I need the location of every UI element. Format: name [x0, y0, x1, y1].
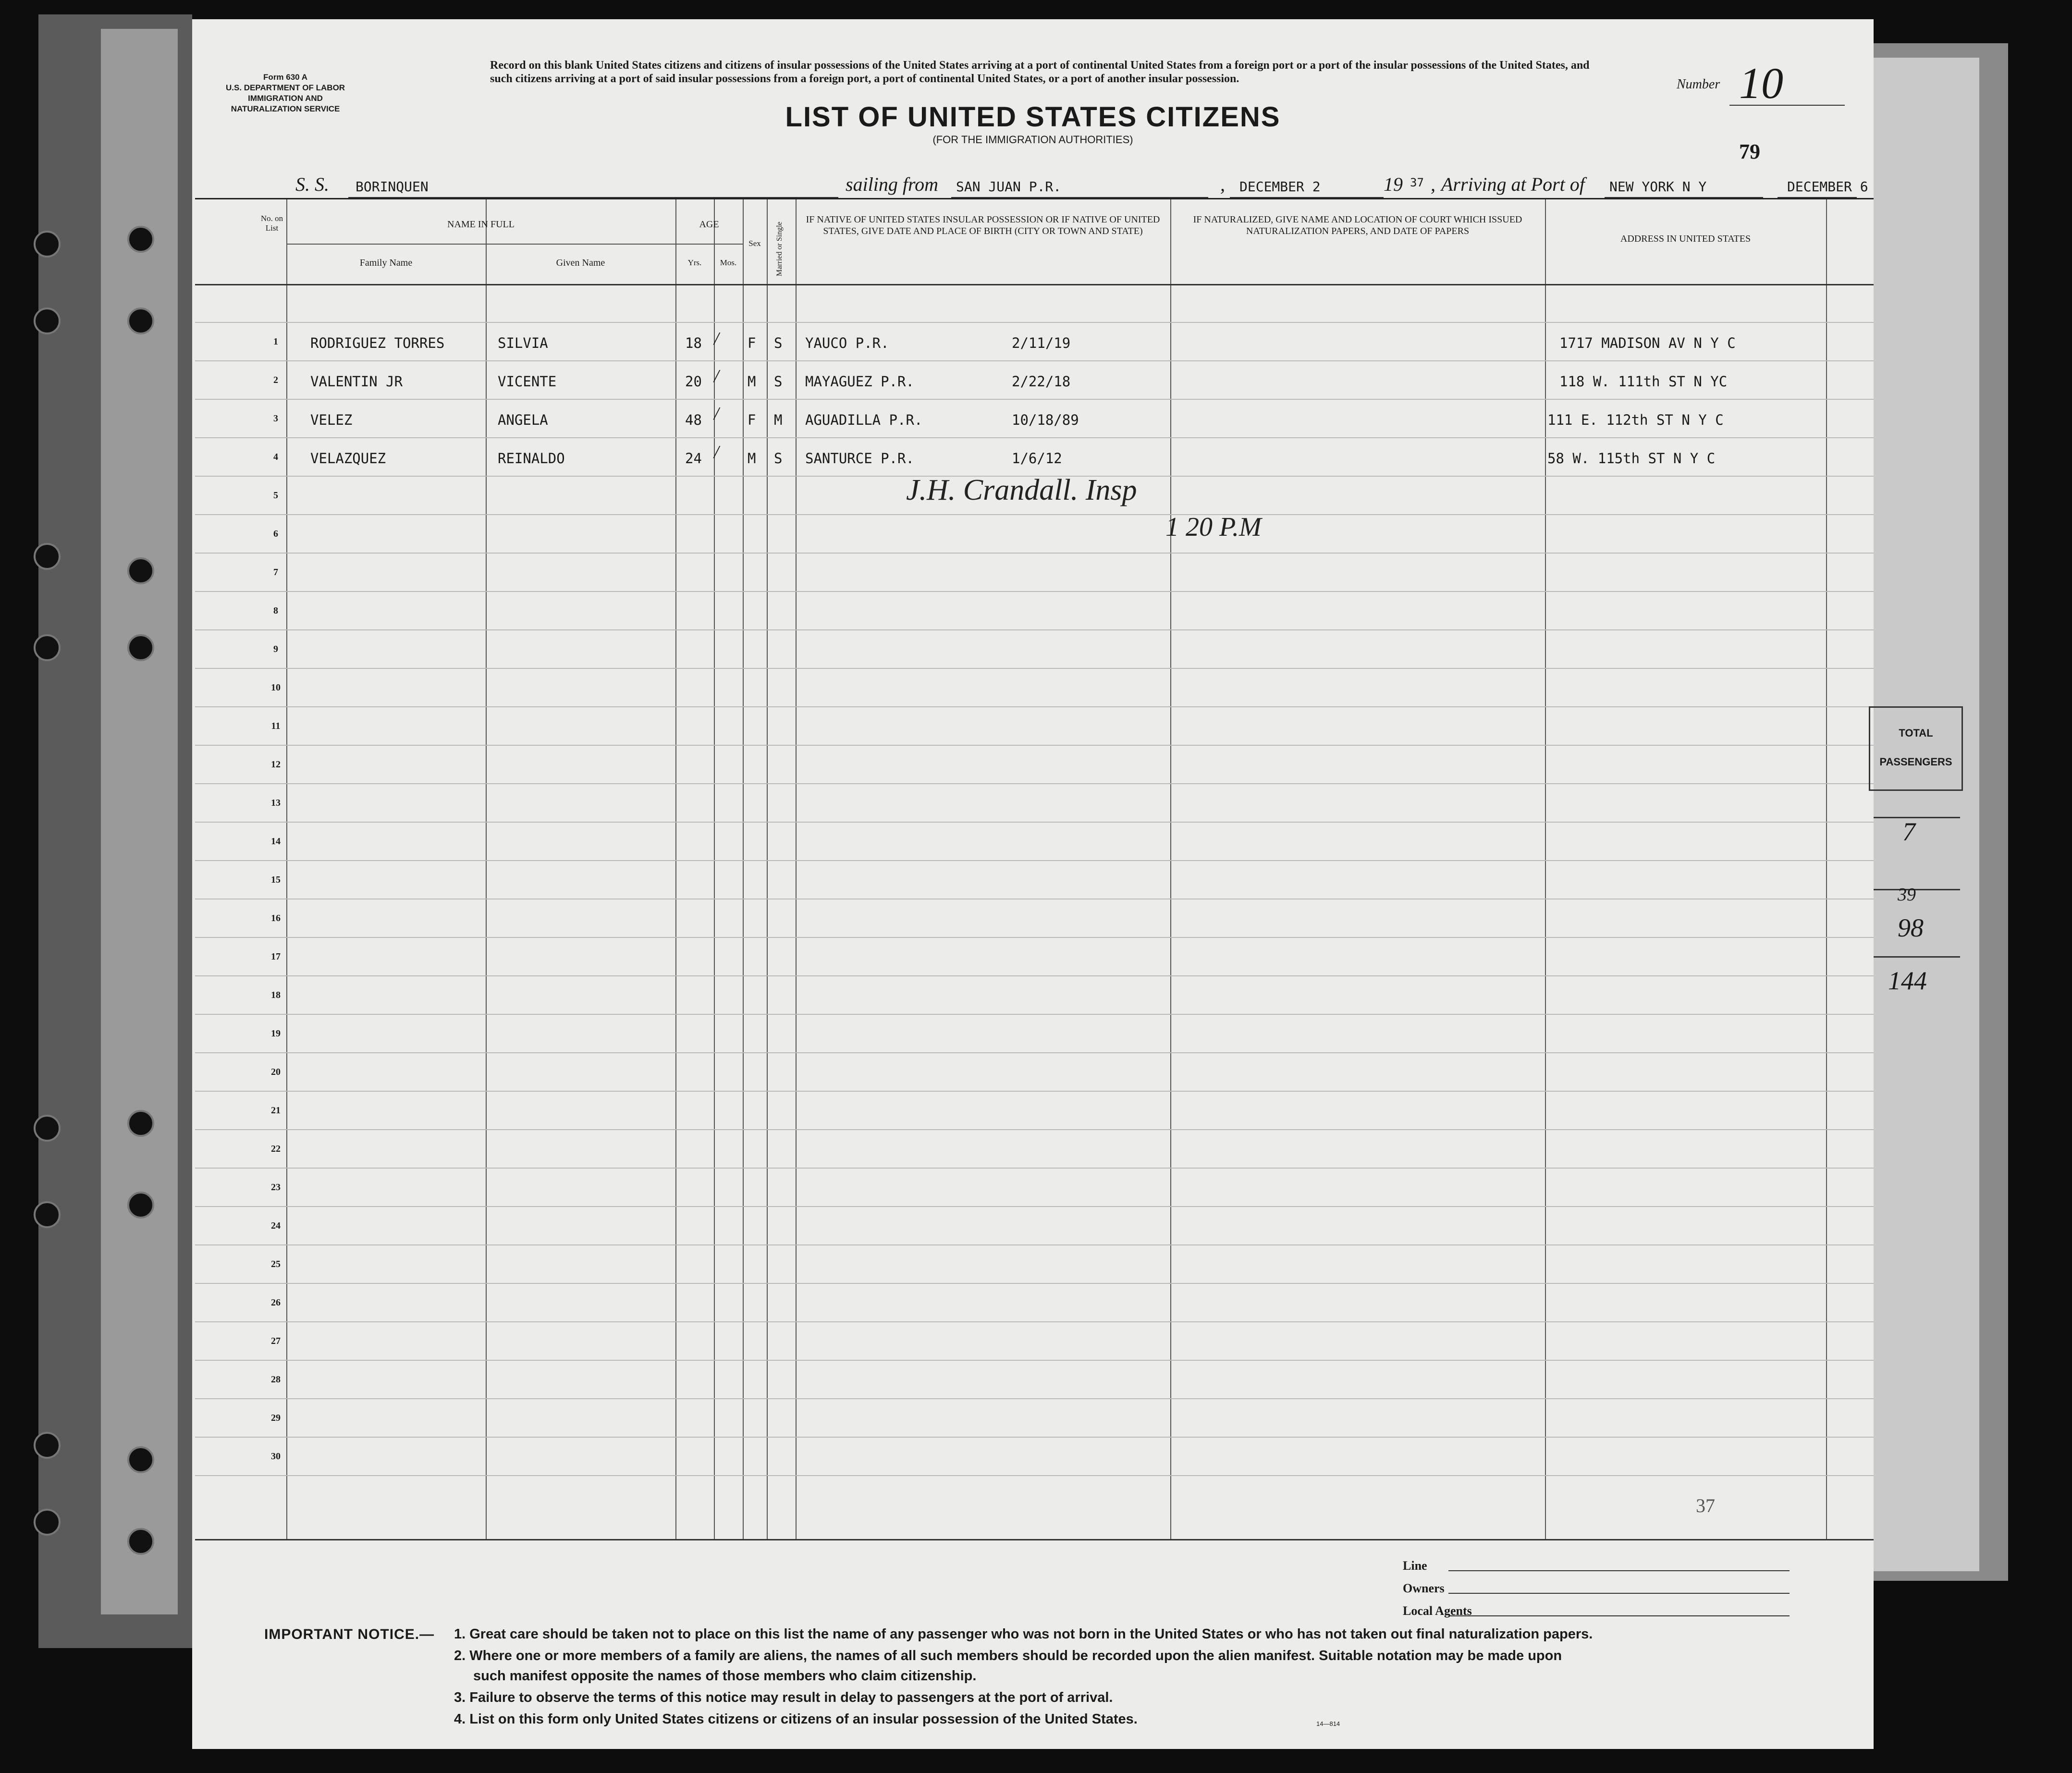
agents-field [1448, 1615, 1790, 1616]
row-number: 8 [273, 605, 278, 616]
address-cell: 1717 MADISON AV N Y C [1559, 335, 1736, 351]
stub-entry: 98 [1898, 913, 1924, 942]
row-number: 26 [271, 1297, 281, 1308]
age-cell: 18 [685, 335, 702, 351]
binder-hole [127, 557, 154, 584]
depart-year: 37 [1410, 176, 1424, 189]
notice-item: 4. List on this form only United States citizens or citizens of an insular possession of the United States. [454, 1711, 1138, 1727]
age-cell: 24 [685, 450, 702, 467]
stub-rule [1874, 889, 1960, 890]
date-comma: , [1220, 173, 1225, 195]
table-row [195, 1244, 1874, 1245]
binder-hole [34, 1115, 61, 1142]
sailing-label: sailing from [846, 173, 938, 195]
column-divider [767, 199, 768, 1540]
header-given-name: Given Name [556, 258, 605, 268]
age-cell: 48 [685, 412, 702, 428]
owners-field [1448, 1593, 1790, 1594]
column-divider [1545, 199, 1546, 1540]
header-name-in-full: NAME IN FULL [447, 219, 515, 230]
row-number: 19 [271, 1028, 281, 1039]
binder-hole [34, 543, 61, 570]
tick-mark: / [714, 442, 719, 462]
number-label: Number [1677, 77, 1720, 92]
binder-hole [34, 308, 61, 334]
table-row [195, 745, 1874, 746]
birthdate-cell: 2/11/19 [1012, 335, 1071, 351]
header-birth: IF NATIVE OF UNITED STATES INSULAR POSSESSION OR IF NATIVE OF UNITED STATES, GIVE DATE AND PLACE OF BIRTH (CITY OR TOWN AND STATE) [806, 214, 1160, 236]
page-subtitle: (FOR THE IMMIGRATION AUTHORITIES) [932, 134, 1133, 146]
header-rule [195, 284, 1874, 285]
sex-cell: F [748, 335, 756, 351]
footer-labels [1403, 1554, 1472, 1622]
binder-hole [34, 1432, 61, 1459]
row-number: 28 [271, 1374, 281, 1385]
header-address: ADDRESS IN UNITED STATES [1620, 234, 1751, 244]
owners-label: Owners [1403, 1581, 1445, 1595]
row-number: 10 [271, 682, 281, 693]
table-row [195, 629, 1874, 630]
binder-hole [127, 1528, 154, 1555]
header-family-name: Family Name [359, 258, 413, 268]
arriving-label: Arriving at Port of [1441, 173, 1585, 195]
row-number: 21 [271, 1105, 281, 1116]
marital-cell: M [774, 412, 783, 428]
row-number: 2 [273, 375, 278, 385]
notice-item: such manifest opposite the names of those members who claim citizenship. [473, 1668, 977, 1684]
row-number: 20 [271, 1067, 281, 1077]
row-number: 6 [273, 529, 278, 539]
stub-entry: 39 [1898, 885, 1916, 905]
table-row [195, 1091, 1874, 1092]
stub-entry: 144 [1888, 966, 1927, 995]
row-number: 4 [273, 452, 278, 462]
header-married: Married or Single [775, 222, 784, 276]
header-yrs: Yrs. [687, 258, 702, 267]
row-number: 25 [271, 1259, 281, 1269]
inspection-time: 1 20 P.M [1165, 512, 1262, 542]
row-number: 11 [271, 721, 281, 731]
arrival-date: DECEMBER 6 [1787, 179, 1868, 195]
birthplace-cell: AGUADILLA P.R. [805, 412, 923, 428]
inspector-signature: J.H. Crandall. Insp [906, 474, 1137, 506]
column-divider [714, 199, 715, 1540]
table-row [195, 975, 1874, 976]
tick-mark: / [714, 329, 719, 349]
header-naturalized: IF NATURALIZED, GIVE NAME AND LOCATION OF COURT WHICH ISSUED NATURALIZATION PAPERS, AND DATE OF PAPERS [1193, 214, 1522, 236]
row-number: 27 [271, 1336, 281, 1346]
table-row [195, 399, 1874, 400]
record-instruction: Record on this blank United States citizens and citizens of insular possessions of the United States arriving at a port of continental United States from a foreign port or a port of the insular possessions of the United States, and such citizens arriving at a port of said insular possessions from a foreign port, a port of continental United States, or a port of another insular possession. [490, 59, 1590, 85]
binder-hole [34, 231, 61, 258]
column-divider [1826, 199, 1827, 1540]
sex-cell: F [748, 412, 756, 428]
form-id-line: IMMIGRATION AND [248, 94, 323, 103]
table-row [195, 1206, 1874, 1207]
table-row [195, 514, 1874, 515]
table-bottom-rule [195, 1539, 1874, 1540]
binder-hole [127, 1192, 154, 1219]
column-divider [1170, 199, 1171, 1540]
total-passengers-box [1869, 706, 1963, 791]
table-row [195, 1398, 1874, 1399]
table-row [195, 937, 1874, 938]
row-number: 3 [273, 413, 278, 424]
age-cell: 20 [685, 373, 702, 390]
column-divider [796, 199, 797, 1540]
sex-cell: M [748, 450, 756, 467]
row-number: 16 [271, 913, 281, 923]
family-name-cell: VELAZQUEZ [310, 450, 386, 467]
column-divider [743, 199, 744, 1540]
header-age-subline [675, 244, 743, 245]
table-row [195, 1129, 1874, 1130]
binder-hole [127, 1110, 154, 1137]
from-port: SAN JUAN P.R. [956, 179, 1062, 195]
page-mark: 79 [1739, 140, 1760, 163]
family-name-cell: VELEZ [310, 412, 353, 428]
birthdate-cell: 1/6/12 [1012, 450, 1062, 467]
row-number: 18 [271, 990, 281, 1000]
row-number: 29 [271, 1413, 281, 1423]
family-name-cell: VALENTIN JR [310, 373, 403, 390]
birthplace-cell: YAUCO P.R. [805, 335, 889, 351]
depart-date: DECEMBER 2 [1239, 179, 1321, 195]
table-row [195, 1321, 1874, 1322]
given-name-cell: REINALDO [498, 450, 565, 467]
header-mos: Mos. [720, 258, 737, 267]
address-cell: 118 W. 111th ST N YC [1559, 373, 1728, 390]
row-number: 30 [271, 1451, 281, 1462]
binder-hole [34, 634, 61, 661]
birthplace-cell: MAYAGUEZ P.R. [805, 373, 914, 390]
binder-hole [127, 226, 154, 253]
table-row [195, 360, 1874, 361]
row-number: 22 [271, 1144, 281, 1154]
address-cell: 111 E. 112th ST N Y C [1547, 412, 1724, 428]
table-row [195, 437, 1874, 438]
row-number: 24 [271, 1220, 281, 1231]
row-number: 15 [271, 874, 281, 885]
address-cell: 58 W. 115th ST N Y C [1547, 450, 1716, 467]
page-title: LIST OF UNITED STATES CITIZENS [785, 101, 1281, 133]
stub-rule [1874, 956, 1960, 958]
form-id-line: Form 630 A [263, 73, 308, 82]
marital-cell: S [774, 373, 783, 390]
birthdate-cell: 10/18/89 [1012, 412, 1079, 428]
given-name-cell: SILVIA [498, 335, 548, 351]
table-row [195, 1014, 1874, 1015]
row-number: 14 [271, 836, 281, 847]
passenger-table [195, 198, 1874, 1540]
row-number: 7 [273, 567, 278, 578]
table-row [195, 1168, 1874, 1169]
table-row [195, 1283, 1874, 1284]
ss-label: S. S. [295, 173, 329, 195]
header-subline [286, 244, 675, 245]
row-number: 5 [273, 490, 278, 501]
column-divider [486, 199, 487, 1540]
notice-item: 1. Great care should be taken not to place on this list the name of any passenger who was not born in the United States or who has not taken out final naturalization papers. [454, 1626, 1593, 1642]
marital-cell: S [774, 450, 783, 467]
corner-number: 37 [1696, 1495, 1715, 1516]
header-age: AGE [699, 219, 719, 230]
tick-mark: / [714, 404, 719, 424]
binder-strip [101, 29, 178, 1614]
form-code: 14—814 [1316, 1720, 1340, 1727]
row-number: 13 [271, 798, 281, 808]
header-no-on-list: No. on List [260, 214, 283, 233]
birthplace-cell: SANTURCE P.R. [805, 450, 914, 467]
arrival-port: NEW YORK N Y [1609, 179, 1707, 195]
sex-cell: M [748, 373, 756, 390]
table-row [195, 706, 1874, 707]
local-agents-label: Local Agents [1403, 1604, 1472, 1618]
notice-item: 3. Failure to observe the terms of this notice may result in delay to passengers at the port of arrival. [454, 1690, 1113, 1705]
given-name-cell: VICENTE [498, 373, 557, 390]
birthdate-cell: 2/22/18 [1012, 373, 1071, 390]
row-number: 1 [273, 336, 278, 347]
row-number: 12 [271, 759, 281, 770]
column-divider [675, 199, 676, 1540]
stub-paper [1874, 58, 1979, 1571]
stub-entry: 7 [1902, 817, 1915, 846]
line-field [1448, 1570, 1790, 1571]
table-row [195, 322, 1874, 323]
form-id-line: U.S. DEPARTMENT OF LABOR [226, 83, 345, 92]
row-number: 23 [271, 1182, 281, 1193]
stub-label: PASSENGERS [1879, 756, 1952, 768]
line-label: Line [1403, 1559, 1427, 1573]
given-name-cell: ANGELA [498, 412, 548, 428]
binder-hole [34, 1201, 61, 1228]
table-row [195, 553, 1874, 554]
table-row [195, 1360, 1874, 1361]
table-row [195, 860, 1874, 861]
binder-hole [127, 1446, 154, 1473]
notice-item: 2. Where one or more members of a family are aliens, the names of all such members should be recorded upon the alien manifest. Suitable notation may be made upon [454, 1648, 1562, 1663]
binder-hole [127, 308, 154, 334]
year-prefix: 19 [1384, 173, 1403, 195]
table-row [195, 783, 1874, 784]
family-name-cell: RODRIGUEZ TORRES [310, 335, 445, 351]
table-row [195, 1437, 1874, 1438]
ship-name: BORINQUEN [356, 179, 429, 195]
stub-rule [1874, 817, 1960, 818]
table-row [195, 668, 1874, 669]
table-row [195, 1475, 1874, 1476]
manifest-sheet [192, 19, 1874, 1749]
row-number: 9 [273, 644, 278, 654]
form-id-line: NATURALIZATION SERVICE [231, 104, 340, 113]
binder-hole [127, 634, 154, 661]
table-row [195, 1052, 1874, 1053]
marital-cell: S [774, 335, 783, 351]
tick-mark: / [714, 366, 719, 386]
year-comma: , [1431, 173, 1435, 195]
stub-label: TOTAL [1899, 727, 1933, 739]
table-row [195, 591, 1874, 592]
notice-label: IMPORTANT NOTICE.— [264, 1626, 435, 1642]
table-row [195, 822, 1874, 823]
row-number: 17 [271, 951, 281, 962]
number-value: 10 [1739, 59, 1783, 108]
header-sex: Sex [748, 239, 761, 248]
binder-hole [34, 1509, 61, 1536]
